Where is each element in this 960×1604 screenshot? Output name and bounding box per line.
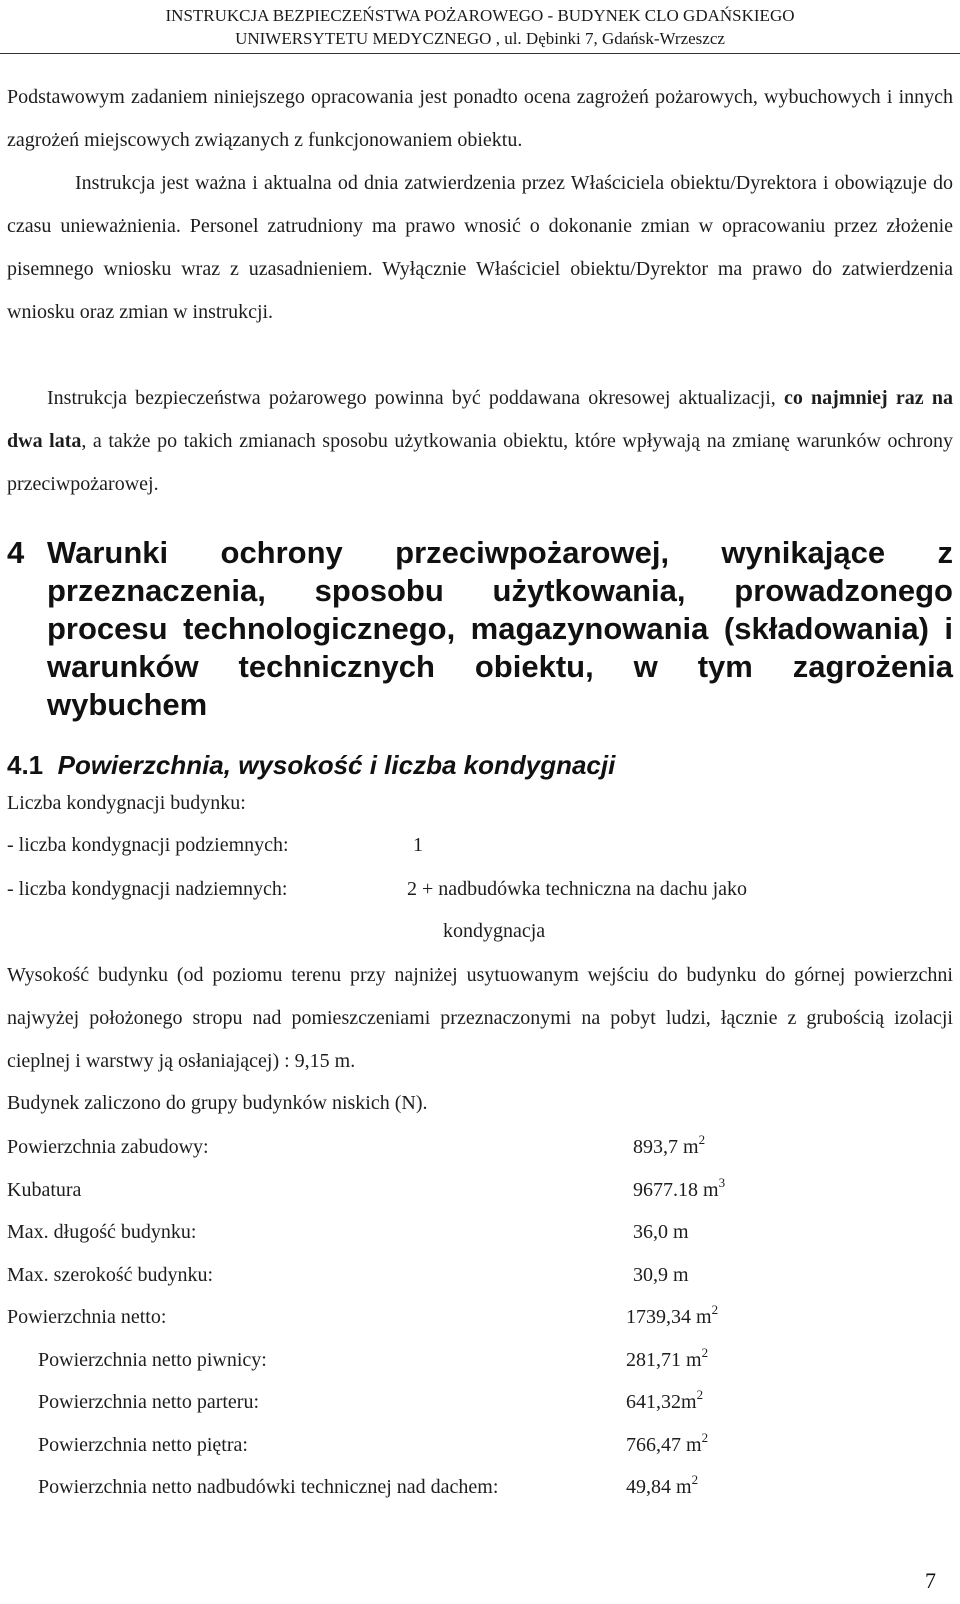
intro-paragraph-3-bold: co najmniej raz na dwa lata (7, 387, 953, 452)
section-4-title: Warunki ochrony przeciwpożarowej, wynikające z przeznaczenia, sposobu użytkowania, prowadzonego procesu technologicznego, magazynowania (składowania) i warunków technicznych obiektu, w tym zagrożenia wybuchem (47, 535, 953, 722)
metric-value-unit-exponent: 2 (696, 1387, 704, 1402)
intro-paragraph-3-end: , a także po takich zmianach sposobu użytkowania obiektu, które wpływają na zmianę warunków ochrony przeciwpożarowej. (7, 430, 953, 495)
intro-paragraph-2: Instrukcja jest ważna i aktualna od dnia zatwierdzenia przez Właściciela obiektu/Dyrektora i obowiązuje do czasu unieważnienia. Personel zatrudniony ma prawo wnosić o dokonanie zmian w opracowaniu przez złożenie pisemnego wniosku wraz z uzasadnieniem. Wyłącznie Właściciel obiektu/Dyrektor ma prawo do zatwierdzenia wniosku oraz zmian w instrukcji. (7, 172, 953, 323)
aboveground-floors-label: - liczba kondygnacji nadziemnych: (7, 878, 288, 900)
page-header (0, 4, 960, 50)
metric-value-unit-exponent: 2 (701, 1430, 709, 1445)
metric-value-number: 766,47 m (626, 1434, 702, 1456)
metric-value-number: 49,84 m (626, 1476, 692, 1498)
metric-value (633, 1262, 689, 1288)
intro-paragraph-3 (7, 377, 953, 506)
metric-label: Max. szerokość budynku: (7, 1264, 214, 1286)
metric-label: Powierzchnia netto: (7, 1306, 167, 1328)
metric-label: Powierzchnia netto parteru: (38, 1391, 260, 1413)
metric-value (626, 1389, 703, 1415)
metric-value (626, 1432, 708, 1458)
metric-value (626, 1347, 708, 1373)
metric-value (633, 1219, 689, 1245)
section-4-number: 4 (7, 535, 25, 570)
header-divider (0, 53, 960, 54)
metric-label: Powierzchnia zabudowy: (7, 1136, 209, 1158)
metric-value-number: 36,0 m (633, 1221, 689, 1243)
metric-value (626, 1304, 718, 1330)
metric-value-number: 1739,34 m (626, 1306, 712, 1328)
aboveground-floors-value-cont: kondygnacja (443, 920, 546, 942)
aboveground-floors-value: 2 + nadbudówka techniczna na dachu jako (407, 878, 748, 900)
intro-paragraph-1: Podstawowym zadaniem niniejszego opracowania jest ponadto ocena zagrożeń pożarowych, wybuchowych i innych zagrożeń miejscowych związanych z funkcjonowaniem obiektu. (7, 86, 953, 151)
section-4-1-number: 4.1 (7, 750, 44, 780)
metric-label: Max. długość budynku: (7, 1221, 197, 1243)
metric-value (633, 1134, 705, 1160)
metric-label: Powierzchnia netto piętra: (38, 1434, 248, 1456)
section-4-1-title: Powierzchnia, wysokość i liczba kondygnacji (57, 750, 616, 780)
header-line-2: UNIWERSYTETU MEDYCZNEGO , ul. Dębinki 7, Gdańsk-Wrzeszcz (235, 29, 725, 48)
metric-value-number: 9677.18 m (633, 1179, 719, 1201)
building-height-paragraph: Wysokość budynku (od poziomu terenu przy najniżej usytuowanym wejściu do budynku do górnej powierzchni najwyżej położonego stropu nad pomieszczeniami przeznaczonymi na pobyt ludzi, łącznie z grubością izolacji cieplnej i warstwy ją osłaniającej) : 9,15 m. (7, 964, 953, 1072)
metric-label: Kubatura (7, 1179, 82, 1201)
metric-value-number: 30,9 m (633, 1264, 689, 1286)
metric-value-unit-exponent: 2 (698, 1132, 706, 1147)
building-group-text: Budynek zaliczono do grupy budynków niskich (N). (7, 1092, 428, 1114)
section-4-heading (7, 534, 953, 724)
metric-value-number: 641,32m (626, 1391, 697, 1413)
intro-paragraph-3-start: Instrukcja bezpieczeństwa pożarowego powinna być poddawana okresowej aktualizacji, (47, 387, 776, 409)
metric-value (633, 1177, 725, 1203)
page-number: 7 (925, 1568, 936, 1593)
metric-value-number: 281,71 m (626, 1349, 702, 1371)
metric-value-number: 893,7 m (633, 1136, 699, 1158)
metric-value-unit-exponent: 3 (718, 1175, 726, 1190)
metric-label: Powierzchnia netto nadbudówki technicznej nad dachem: (38, 1476, 499, 1498)
metric-value-unit-exponent: 2 (711, 1302, 719, 1317)
header-line-1: INSTRUKCJA BEZPIECZEŃSTWA POŻAROWEGO - BUDYNEK CLO GDAŃSKIEGO (165, 6, 795, 25)
metric-label: Powierzchnia netto piwnicy: (38, 1349, 267, 1371)
floors-label: Liczba kondygnacji budynku: (7, 792, 246, 814)
metric-value-unit-exponent: 2 (701, 1345, 709, 1360)
underground-floors-value: 1 (413, 834, 423, 856)
section-4-1-heading (7, 745, 615, 785)
metric-value-unit-exponent: 2 (691, 1472, 699, 1487)
metric-value (626, 1474, 698, 1500)
underground-floors-label: - liczba kondygnacji podziemnych: (7, 834, 289, 856)
